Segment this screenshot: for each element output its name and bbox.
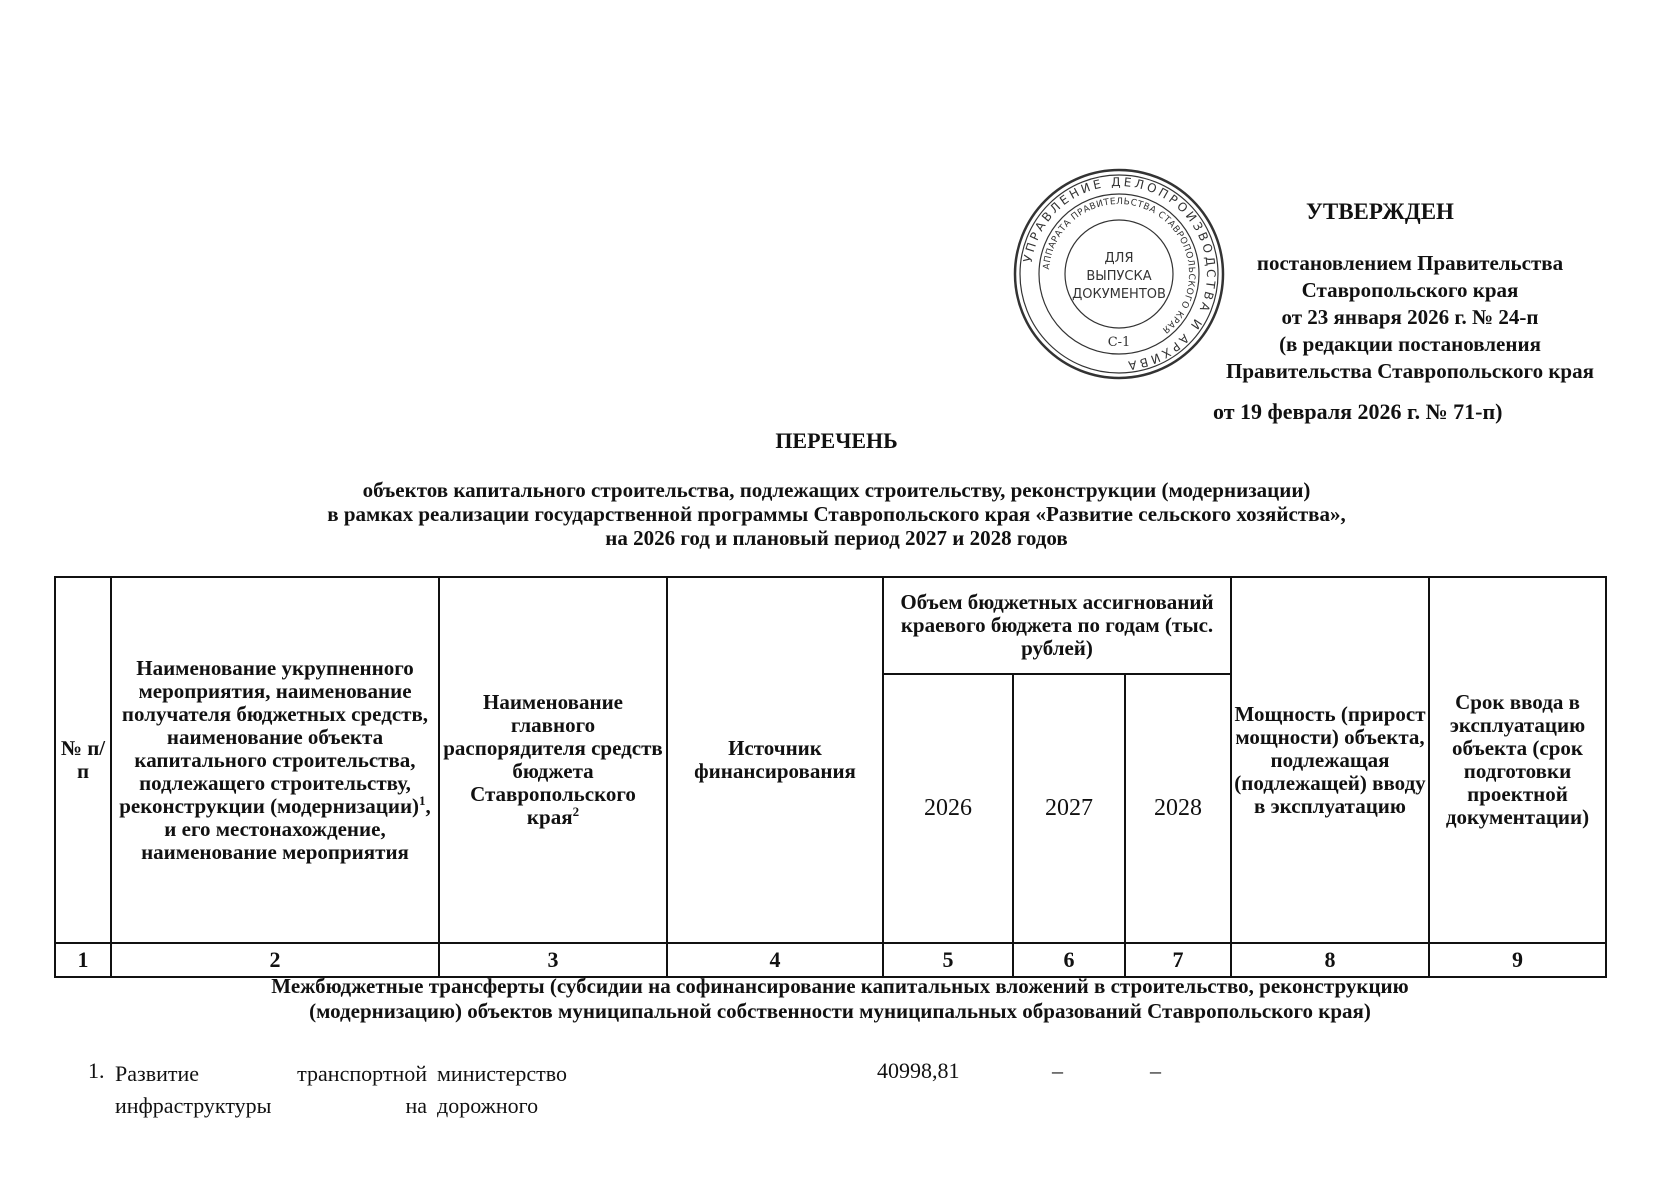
stamp-center-line: ВЫПУСКА bbox=[1086, 269, 1152, 284]
header-year-2028: 2028 bbox=[1125, 674, 1231, 943]
header-object-name-tail: , и его местонахождение, наименование мероприятия bbox=[141, 793, 431, 864]
row-word: инфраструктуры bbox=[115, 1093, 272, 1118]
subtitle-line: объектов капитального строительства, подлежащих строительству, реконструкции (модернизации) bbox=[362, 478, 1311, 502]
section-heading-line: (модернизацию) объектов муниципальной собственности муниципальных образований Ставропольского края) bbox=[309, 999, 1371, 1023]
header-budget-group: Объем бюджетных ассигнований краевого бюджета по годам (тыс. рублей) bbox=[883, 577, 1231, 674]
column-number: 3 bbox=[439, 943, 667, 977]
column-number: 9 bbox=[1429, 943, 1606, 977]
footnote-marker: 1 bbox=[419, 792, 426, 808]
column-number: 2 bbox=[111, 943, 439, 977]
row-amount-2028: – bbox=[1150, 1058, 1161, 1083]
column-number: 4 bbox=[667, 943, 883, 977]
approval-line: (в редакции постановления bbox=[1279, 332, 1541, 356]
column-number: 8 bbox=[1231, 943, 1429, 977]
amendment-date: от 19 февраля 2026 г. № 71-п) bbox=[1213, 399, 1503, 424]
row-amount-2026: 40998,81 bbox=[877, 1058, 960, 1083]
approved-heading: УТВЕРЖДЕН bbox=[1306, 199, 1454, 224]
header-number: № п/п bbox=[55, 577, 111, 943]
stamp-center-line: ДЛЯ bbox=[1104, 251, 1134, 266]
header-capacity: Мощность (прирост мощности) объекта, подлежащая (подлежащей) вводу в эксплуатацию bbox=[1231, 577, 1429, 943]
document-title: ПЕРЕЧЕНЬ bbox=[775, 428, 898, 453]
column-number: 6 bbox=[1013, 943, 1125, 977]
approval-line: Правительства Ставропольского края bbox=[1226, 359, 1594, 383]
row-word: Развитие bbox=[115, 1061, 200, 1086]
header-funding-source: Источник финансирования bbox=[667, 577, 883, 943]
header-object-name bbox=[111, 577, 439, 943]
stamp-inner-text: АППАРАТА ПРАВИТЕЛЬСТВА СТАВРОПОЛЬСКОГО КРАЯ bbox=[1042, 196, 1197, 335]
column-numbers-row bbox=[55, 943, 1606, 977]
header-commissioning-date: Срок ввода в эксплуатацию объекта (срок подготовки проектной документации) bbox=[1429, 577, 1606, 943]
header-main-manager bbox=[439, 577, 667, 943]
approval-details bbox=[1190, 250, 1630, 385]
approval-line: постановлением Правительства bbox=[1256, 251, 1564, 275]
row-word: на bbox=[405, 1093, 427, 1118]
section-heading-line: Межбюджетные трансферты (субсидии на софинансирование капитальных вложений в строительство, реконструкцию bbox=[271, 974, 1409, 998]
subtitle-line: на 2026 год и плановый период 2027 и 2028 годов bbox=[605, 526, 1068, 550]
approval-line: Ставропольского края bbox=[1301, 278, 1519, 302]
footnote-marker: 2 bbox=[572, 804, 580, 819]
stamp-center-line: ДОКУМЕНТОВ bbox=[1072, 287, 1166, 302]
row-word: транспортной bbox=[297, 1061, 427, 1086]
section-heading bbox=[80, 974, 1600, 1024]
row-department-line: министерство bbox=[437, 1061, 568, 1086]
document-subtitle bbox=[0, 478, 1673, 550]
column-number: 1 bbox=[55, 943, 111, 977]
objects-table bbox=[54, 576, 1607, 978]
stamp-code: С-1 bbox=[1107, 335, 1131, 350]
row-number: 1. bbox=[88, 1058, 105, 1083]
header-main-manager-text: Наименование главного распорядителя средств бюджета Ставропольского края bbox=[443, 690, 663, 829]
row-object-name bbox=[115, 1058, 427, 1122]
row-amount-2027: – bbox=[1052, 1058, 1063, 1083]
row-department bbox=[437, 1058, 567, 1122]
column-number: 5 bbox=[883, 943, 1013, 977]
row-object-name-line bbox=[115, 1058, 427, 1090]
header-year-2027: 2027 bbox=[1013, 674, 1125, 943]
header-year-2026: 2026 bbox=[883, 674, 1013, 943]
subtitle-line: в рамках реализации государственной программы Ставропольского края «Развитие сельского хозяйства», bbox=[327, 502, 1346, 526]
approval-line: от 23 января 2026 г. № 24-п bbox=[1281, 305, 1539, 329]
row-object-name-line bbox=[115, 1090, 427, 1122]
header-object-name-text: Наименование укрупненного мероприятия, наименование получателя бюджетных средств, наименование объекта капитального строительства, подлежащего строительству, реконструкции (модернизации) bbox=[119, 655, 429, 818]
stamp-outer-text: УПРАВЛЕНИЕ ДЕЛОПРОИЗВОДСТВА И АРХИВА bbox=[1020, 174, 1219, 373]
row-department-line: дорожного bbox=[437, 1093, 539, 1118]
header-row bbox=[55, 577, 1606, 674]
column-number: 7 bbox=[1125, 943, 1231, 977]
official-stamp bbox=[1013, 168, 1225, 380]
